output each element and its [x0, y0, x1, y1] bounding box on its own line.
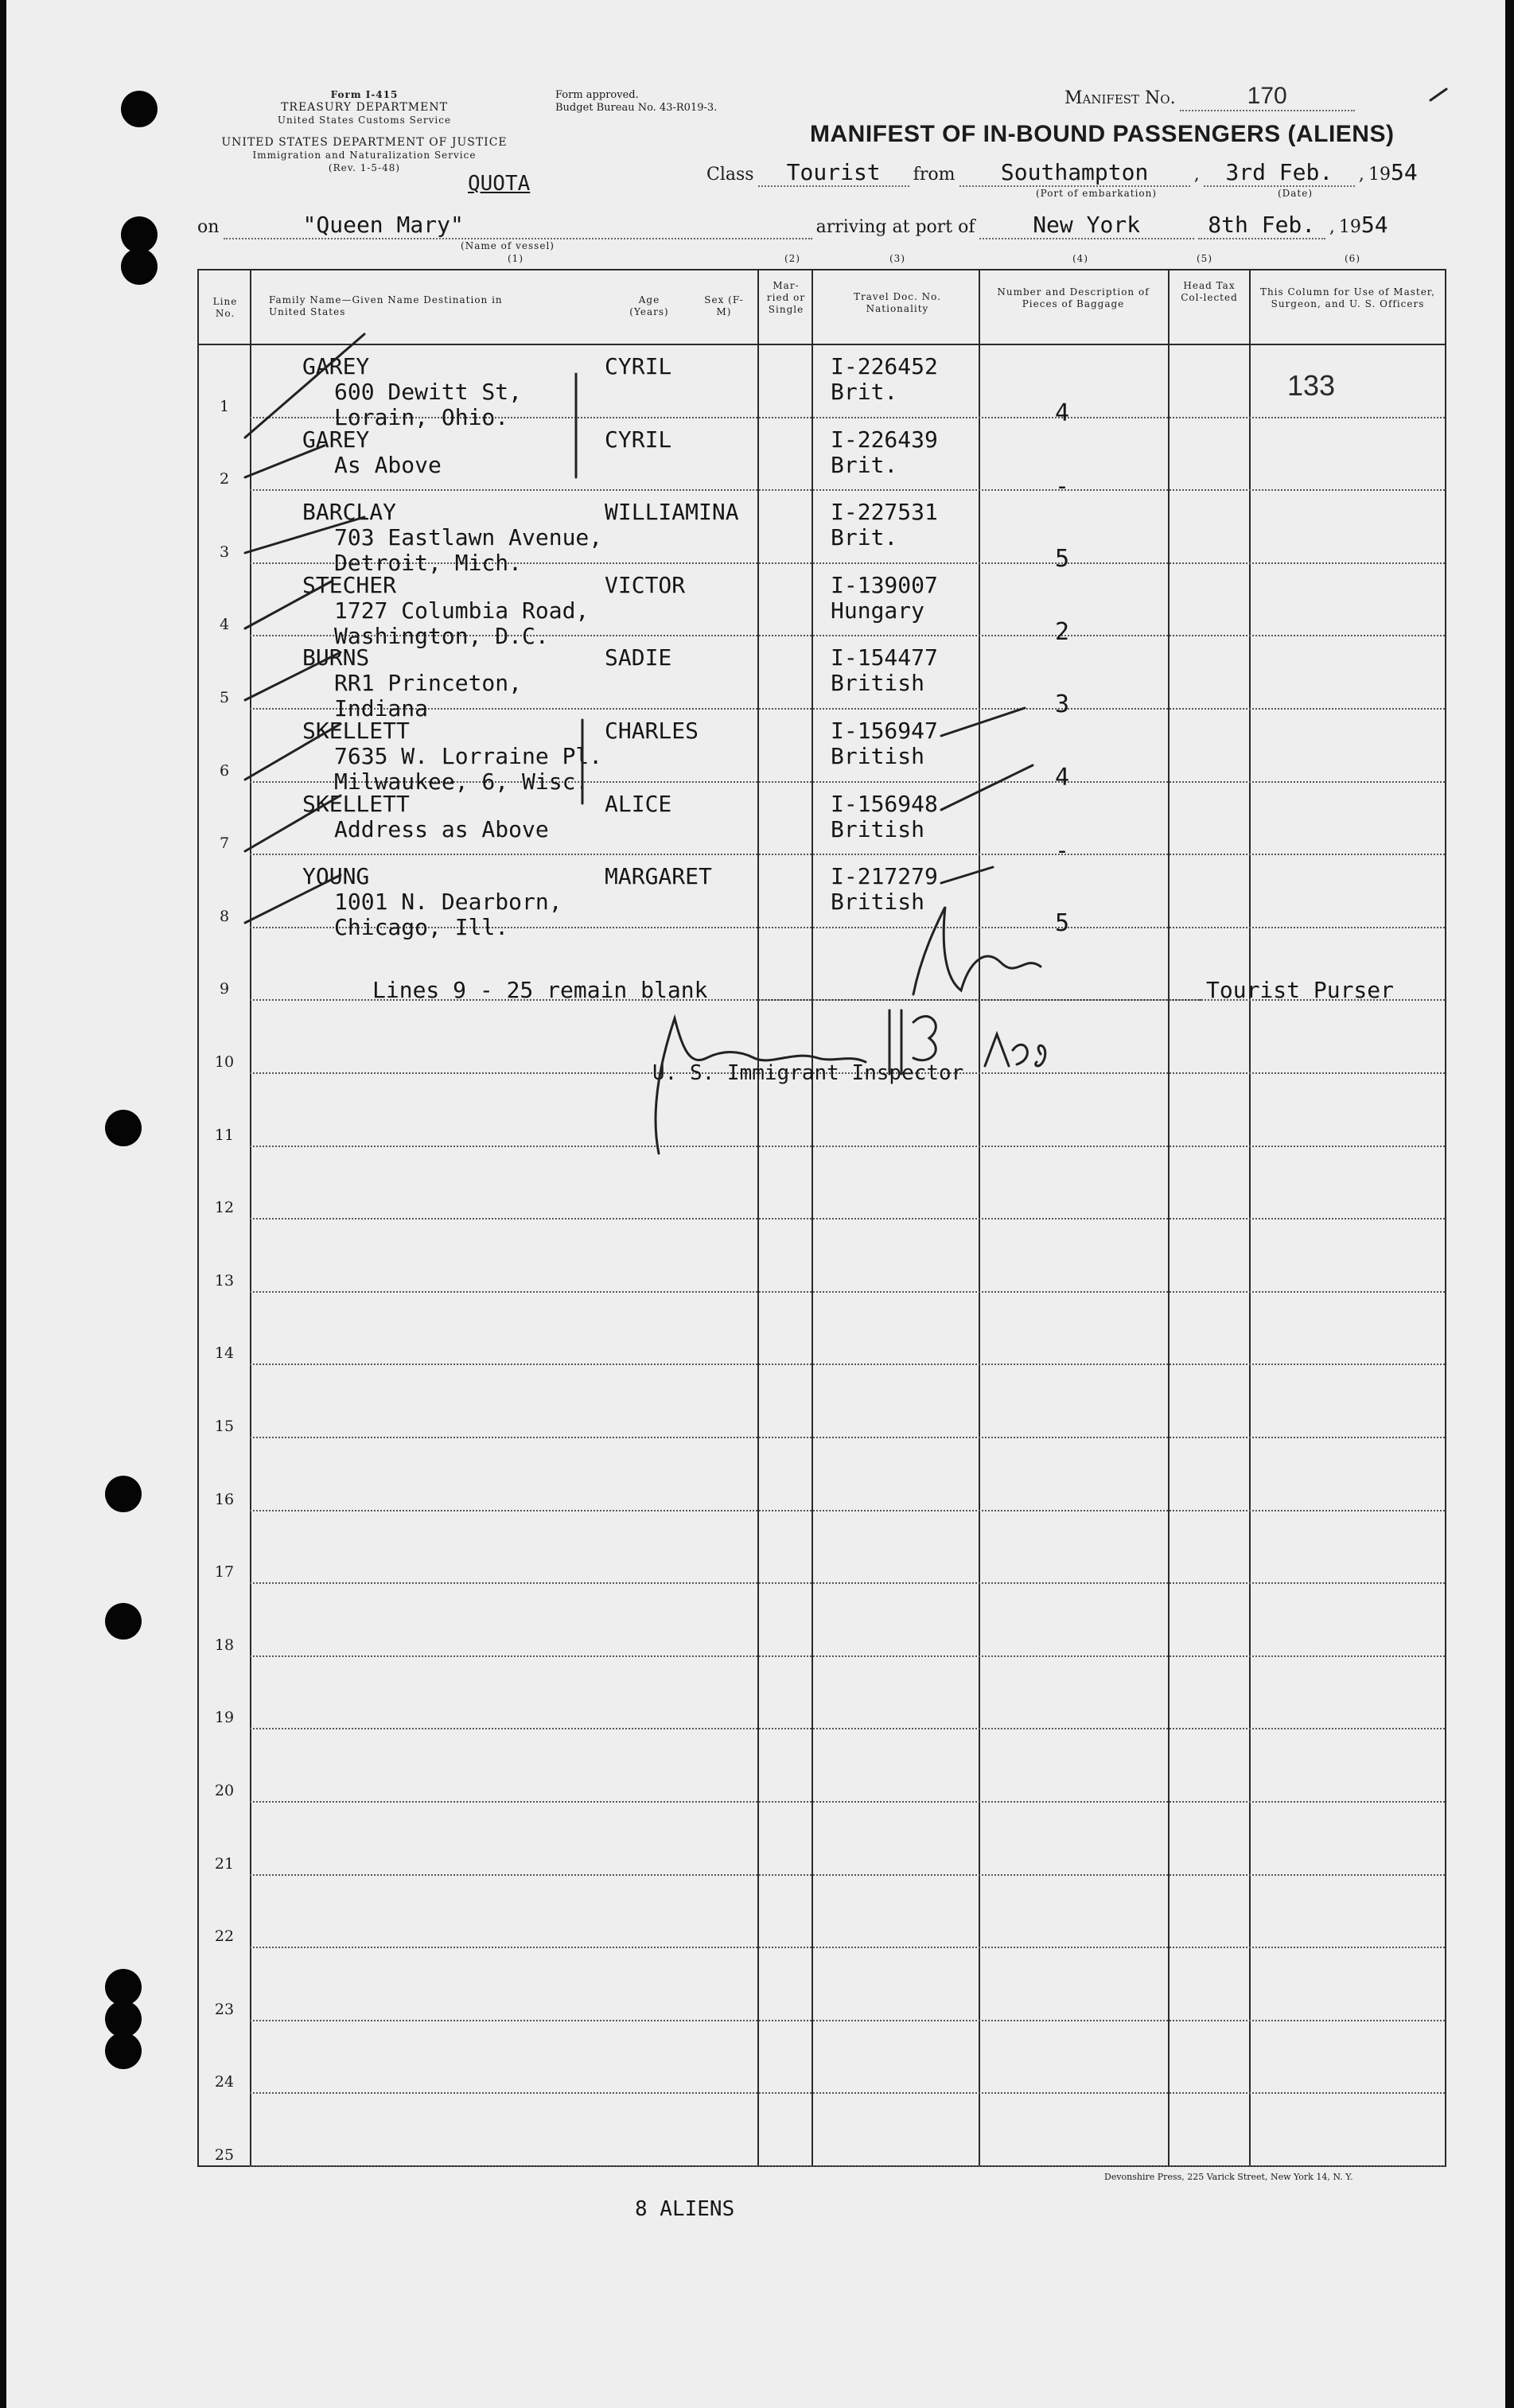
family-name: GAREY — [302, 426, 370, 453]
address-line: 1001 N. Dearborn, — [334, 889, 562, 916]
travel-doc-number: I-227531 — [831, 499, 938, 526]
given-name: ALICE — [605, 790, 672, 817]
arrival-port: New York — [979, 212, 1194, 239]
check-mark — [245, 517, 364, 553]
given-name: CHARLES — [605, 718, 699, 744]
line-number: 11 — [214, 1126, 235, 1144]
travel-doc-number: I-217279 — [831, 863, 938, 890]
vessel-caption: (Name of vessel) — [461, 240, 555, 251]
line-number: 23 — [214, 2000, 235, 2018]
address-line: Milwaukee, 6, Wisc. — [334, 768, 590, 795]
year-prefix-2: 19 — [1338, 217, 1361, 237]
col-num-5: (5) — [1197, 253, 1212, 264]
line-number: 7 — [219, 834, 230, 853]
address-line: Washington, D.C. — [334, 622, 549, 649]
travel-doc-number: I-154477 — [831, 644, 938, 671]
line-number: 1 — [219, 397, 230, 415]
line-number: 2 — [219, 470, 230, 488]
tick-mark — [941, 765, 1033, 810]
nationality: Hungary — [831, 597, 925, 624]
header-travel-doc: Travel Doc. No. Nationality — [854, 291, 941, 314]
header-head-tax: Head Tax Col-lected — [1181, 280, 1238, 303]
col-num-6: (6) — [1345, 253, 1360, 264]
travel-doc-number: I-156948 — [831, 790, 938, 817]
family-name: SKELLETT — [302, 790, 410, 817]
header-officers: This Column for Use of Master, Surgeon, and U. S. Officers — [1259, 286, 1436, 309]
aliens-total: 8 ALIENS — [635, 2197, 735, 2221]
purser-label: Tourist Purser — [1206, 977, 1395, 1003]
baggage-count: - — [1055, 472, 1070, 500]
family-name: BURNS — [302, 644, 370, 671]
line-number: 8 — [219, 907, 230, 925]
blank-lines-note: Lines 9 - 25 remain blank — [372, 977, 708, 1003]
col-num-1: (1) — [508, 253, 523, 264]
line-number: 14 — [214, 1344, 235, 1363]
ins-label: Immigration and Naturalization Service — [252, 150, 477, 161]
given-name: VICTOR — [605, 571, 686, 598]
inspector-initials — [889, 1010, 936, 1074]
line-number: 22 — [214, 1928, 235, 1946]
vessel-name: "Queen Mary" — [224, 212, 812, 239]
printer-credit: Devonshire Press, 225 Varick Street, New York 14, N. Y. — [1104, 2172, 1353, 2182]
header-baggage: Number and Description of Pieces of Baggage — [997, 286, 1150, 309]
justice-label: UNITED STATES DEPARTMENT OF JUSTICE — [221, 136, 508, 149]
address-line: Lorain, Ohio. — [334, 404, 509, 430]
col-num-4: (4) — [1072, 253, 1088, 264]
nationality: British — [831, 743, 925, 769]
depart-date: 3rd Feb. — [1204, 159, 1355, 187]
manifest-no-value: 170 — [1180, 83, 1355, 111]
from-value: Southampton — [959, 159, 1190, 187]
baggage-count: 2 — [1055, 617, 1070, 646]
line-number: 6 — [219, 761, 230, 780]
line-number: 3 — [219, 543, 230, 561]
baggage-count: 4 — [1055, 764, 1070, 792]
approved-label: Form approved. — [555, 89, 639, 101]
class-label: Class — [706, 165, 754, 185]
tick-mark — [941, 867, 993, 883]
col-num-2: (2) — [784, 253, 800, 264]
handwriting-overlay — [6, 0, 1505, 2408]
given-name: WILLIAMINA — [605, 499, 739, 526]
header-line-no: Line No. — [212, 296, 238, 319]
check-mark — [245, 581, 333, 628]
line-number: 16 — [214, 1490, 235, 1508]
class-line: Class Tourist from Southampton , 3rd Feb. , 1954 — [706, 159, 1418, 185]
rev-label: (Rev. 1-5-48) — [328, 162, 401, 173]
address-line: 1727 Columbia Road, — [334, 597, 590, 624]
address-line: Detroit, Mich. — [334, 550, 523, 577]
baggage-count: 3 — [1055, 691, 1070, 719]
inspector-label: U. S. Immigrant Inspector — [652, 1061, 964, 1085]
baggage-count: 4 — [1055, 399, 1070, 427]
line-number: 20 — [214, 1782, 235, 1799]
line-number: 13 — [214, 1271, 235, 1290]
line-number: 5 — [219, 689, 230, 706]
purser-signature — [913, 907, 1041, 994]
address-line: Chicago, Ill. — [334, 914, 509, 941]
family-name: STECHER — [302, 571, 397, 598]
depart-year: 54 — [1391, 159, 1418, 185]
line-number: 12 — [214, 1199, 235, 1217]
budget-label: Budget Bureau No. 43-R019-3. — [555, 102, 718, 114]
nationality: Brit. — [831, 524, 898, 551]
address-line: 703 Eastlawn Avenue, — [334, 524, 603, 551]
baggage-count: - — [1055, 836, 1070, 865]
family-name: GAREY — [302, 353, 370, 379]
col-num-3: (3) — [889, 253, 905, 264]
manifest-flourish — [1430, 89, 1446, 100]
header-name: Family Name—Given Name Destination in United States — [269, 294, 503, 317]
address-line: Indiana — [334, 695, 429, 722]
nationality: British — [831, 815, 925, 842]
header-sex: Sex (F-M) — [704, 294, 744, 317]
form-number: Form I-415 — [330, 89, 399, 100]
customs-label: United States Customs Service — [277, 115, 452, 126]
tick-mark — [941, 708, 1025, 736]
line-number: 18 — [214, 1636, 235, 1654]
vessel-line: on "Queen Mary" arriving at port of New York 8th Feb. , 1954 — [197, 212, 1388, 238]
arrival-date: 8th Feb. — [1198, 212, 1325, 239]
line-number: 4 — [219, 616, 230, 634]
line-number: 17 — [214, 1563, 235, 1581]
nationality: British — [831, 670, 925, 697]
address-line: 7635 W. Lorraine Pl. — [334, 743, 603, 769]
address-line: Address as Above — [334, 815, 549, 842]
aos-mark — [985, 1034, 1045, 1066]
line-number: 10 — [214, 1053, 235, 1071]
line-number: 15 — [214, 1418, 235, 1435]
arrival-year: 54 — [1360, 212, 1388, 238]
manifest-title: MANIFEST OF IN-BOUND PASSENGERS (ALIENS) — [810, 121, 1395, 147]
line-number: 21 — [214, 1854, 235, 1873]
check-mark — [245, 445, 325, 477]
header-age: Age (Years) — [629, 294, 669, 317]
class-value: Tourist — [758, 159, 909, 187]
baggage-count: 5 — [1055, 545, 1070, 574]
baggage-count: 5 — [1055, 909, 1070, 938]
travel-doc-number: I-139007 — [831, 571, 938, 598]
given-name: CYRIL — [605, 426, 672, 453]
inspector-signature — [656, 1018, 866, 1153]
check-mark — [245, 334, 364, 438]
nationality: British — [831, 889, 925, 916]
nationality: Brit. — [831, 379, 898, 405]
check-mark — [245, 796, 341, 851]
address-line: 600 Dewitt St, — [334, 379, 523, 405]
line-number: 19 — [214, 1709, 235, 1727]
travel-doc-number: I-156947 — [831, 718, 938, 744]
header-married: Mar-ried or Single — [766, 280, 806, 315]
manifest-page — [6, 0, 1505, 2408]
check-mark — [245, 724, 341, 780]
travel-doc-number: I-226439 — [831, 426, 938, 453]
officer-note: 133 — [1287, 369, 1336, 402]
line-number: 25 — [214, 2146, 235, 2164]
family-name: BARCLAY — [302, 499, 397, 526]
from-label: from — [913, 165, 955, 185]
travel-doc-number: I-226452 — [831, 353, 938, 379]
arriving-label: arriving at port of — [815, 217, 975, 237]
year-prefix: 19 — [1368, 165, 1391, 185]
manifest-no-label: Manifest No. — [1064, 88, 1176, 108]
family-name: SKELLETT — [302, 718, 410, 744]
line-number: 9 — [219, 980, 230, 998]
check-mark — [245, 652, 341, 700]
line-number: 24 — [214, 2073, 235, 2091]
nationality: Brit. — [831, 451, 898, 478]
on-label: on — [197, 217, 220, 237]
port-embark-caption: (Port of embarkation) — [1035, 188, 1158, 199]
treasury-label: TREASURY DEPARTMENT — [281, 101, 448, 114]
given-name: CYRIL — [605, 353, 672, 379]
family-name: YOUNG — [302, 863, 370, 890]
address-line: RR1 Princeton, — [334, 670, 523, 697]
check-mark — [245, 875, 341, 923]
date-caption: (Date) — [1277, 188, 1314, 199]
given-name: MARGARET — [605, 863, 712, 890]
given-name: SADIE — [605, 644, 672, 671]
quota-label: QUOTA — [468, 172, 531, 196]
address-line: As Above — [334, 451, 442, 478]
